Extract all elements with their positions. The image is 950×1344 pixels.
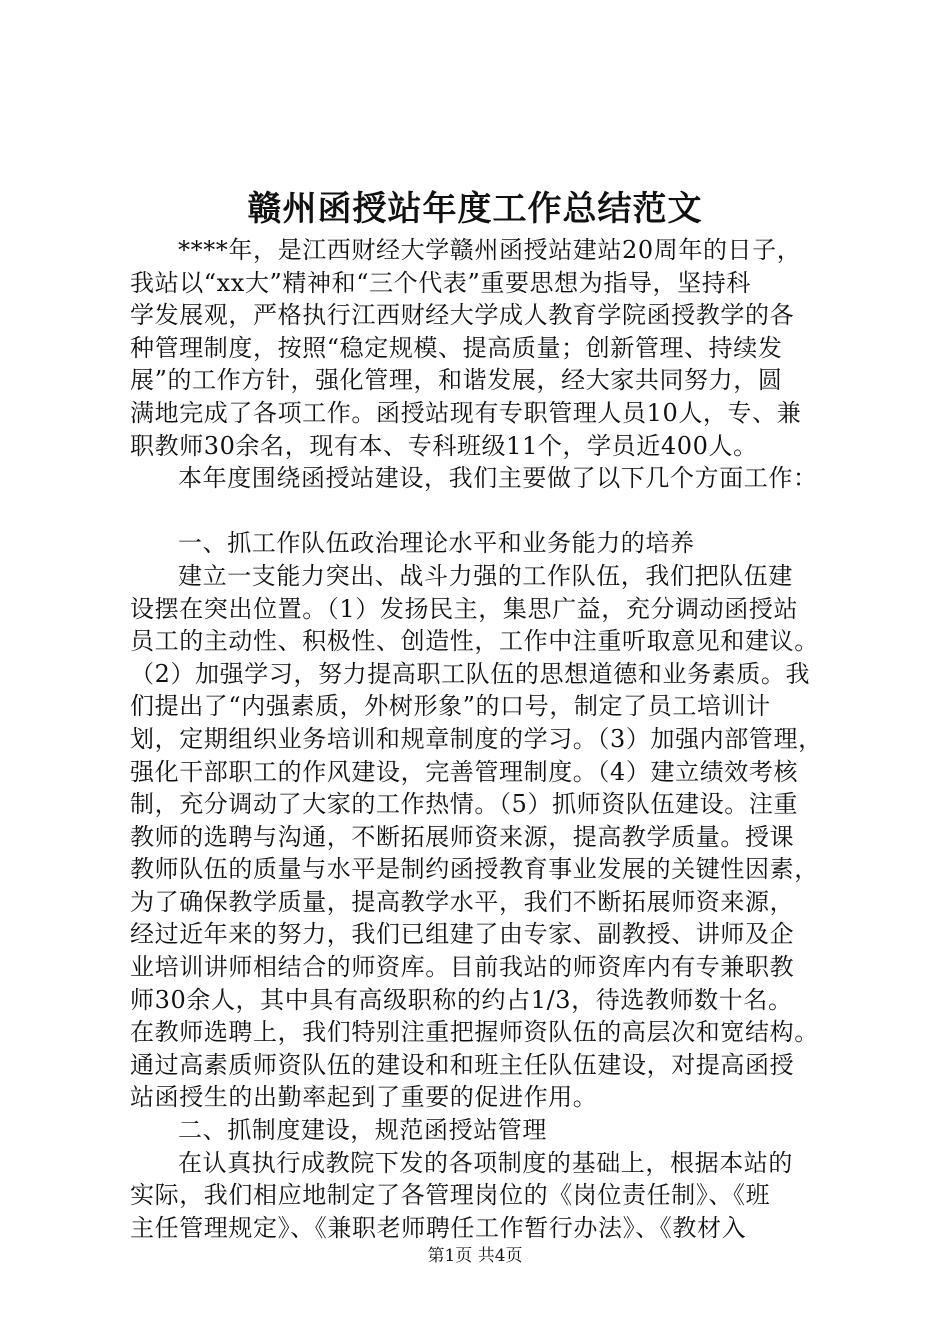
text-line: 员工的主动性、积极性、创造性，工作中注重听取意见和建议。 [130,627,819,656]
text-line: 教师的选聘与沟通，不断拓展师资来源，提高教学质量。授课 [130,822,795,851]
text-line: 划，定期组织业务培训和规章制度的学习。（3）加强内部管理， [130,724,823,753]
text-line: 制，充分调动了大家的工作热情。（5）抓师资队伍建设。注重 [130,790,799,819]
blank-line [130,495,830,528]
text-line: 经过近年来的努力，我们已组建了由专家、副教授、讲师及企 [130,920,795,949]
text-line: 为了确保教学质量，提高教学水平，我们不断拓展师资来源， [130,887,795,916]
text-line: ****年，是江西财经大学赣州函授站建站20周年的日子， [178,236,802,264]
text-line: 在认真执行成教院下发的各项制度的基础上，根据本站的 [178,1148,793,1177]
text-line: 建立一支能力突出、战斗力强的工作队伍，我们把队伍建 [178,561,793,590]
text-line: 设摆在突出位置。（1）发扬民主，集思广益，充分调动函授站 [130,594,799,623]
text-line: 教师队伍的质量与水平是制约函授教育事业发展的关键性因素， [130,855,819,884]
text-line: 本年度围绕函授站建设，我们主要做了以下几个方面工作： [178,464,818,493]
text-line: 通过高素质师资队伍的建设和和班主任队伍建设，对提高函授 [130,1050,795,1079]
section-heading: 一、抓工作队伍政治理论水平和业务能力的培养 [178,529,695,558]
text-line: 们提出了“内强素质，外树形象”的口号，制定了员工培训计 [130,692,771,721]
text-line: 在教师选聘上，我们特别注重把握师资队伍的高层次和宽结构。 [130,1018,819,1047]
text-line: 强化干部职工的作风建设，完善管理制度。（4）建立绩效考核 [130,757,799,786]
document-title: 赣州函授站年度工作总结范文 [247,189,703,229]
text-line: 种管理制度，按照“稳定规模、提高质量；创新管理、持续发 [130,333,783,362]
text-line: 实际，我们相应地制定了各管理岗位的《岗位责任制》、《班 [130,1181,771,1210]
text-line: 师30余人，其中具有高级职称的约占1/3，待选教师数十名。 [130,985,793,1014]
text-line: 站函授生的出勤率起到了重要的促进作用。 [130,1083,598,1112]
text-line: 主任管理规定》、《兼职老师聘任工作暂行办法》、《教材入 [130,1213,747,1242]
text-line: 我站以“xx大”精神和“三个代表”重要思想为指导，坚持科 [130,268,751,297]
text-line: （2）加强学习，努力提高职工队伍的思想道德和业务素质。我 [130,659,811,688]
section-heading: 二、抓制度建设，规范函授站管理 [178,1116,547,1145]
document-body [130,234,830,1244]
text-line: 展”的工作方针，强化管理，和谐发展，经大家共同努力，圆 [130,366,783,395]
text-line: 学发展观，严格执行江西财经大学成人教育学院函授教学的各 [130,301,795,330]
text-line: 业培训讲师相结合的师资库。目前我站的师资库内有专兼职教 [130,953,795,982]
text-line: 满地完成了各项工作。函授站现有专职管理人员10人，专、兼 [130,398,802,427]
page-footer: 第1页 共4页 [427,1246,523,1266]
text-line: 职教师30余名，现有本、专科班级11个，学员近400人。 [130,431,758,460]
